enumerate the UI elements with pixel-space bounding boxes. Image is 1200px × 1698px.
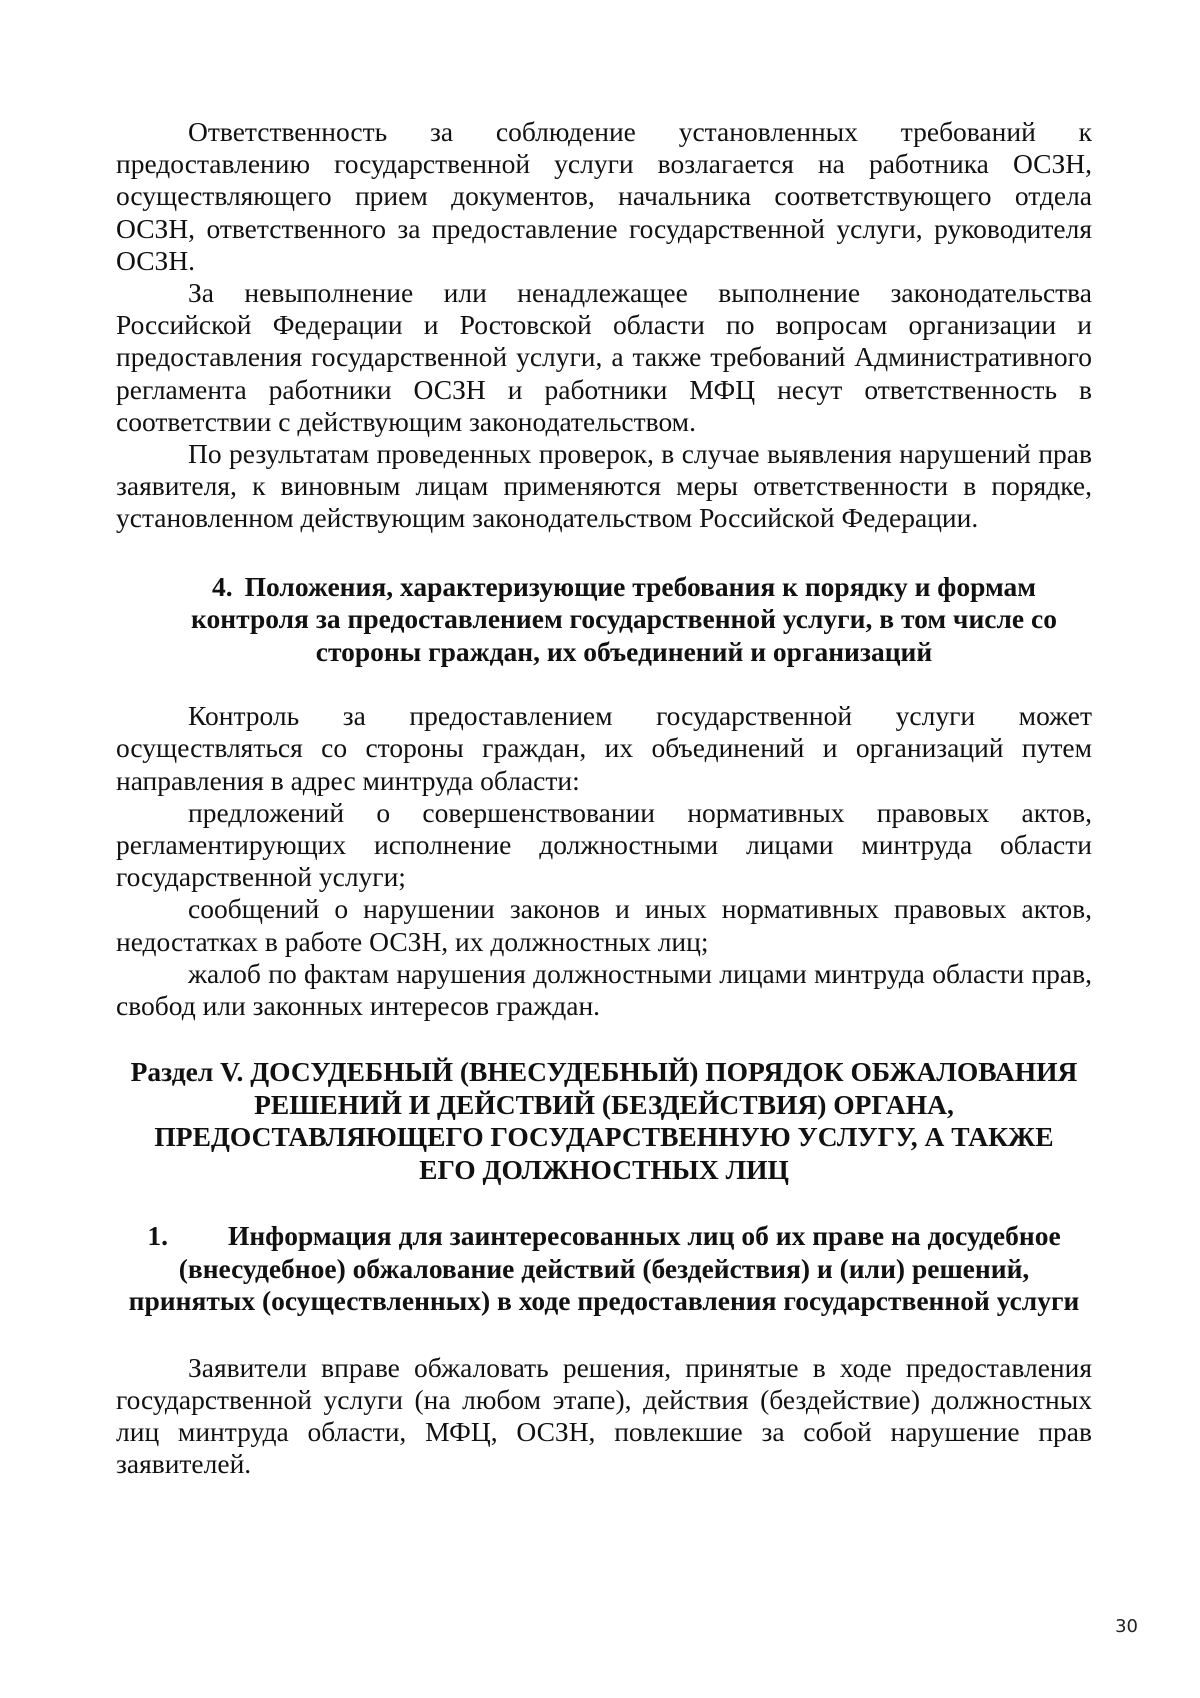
subsection-1-title: Информация для заинтересованных лиц об их праве на досудебное (внесудебное) обжалование действий (бездействия) и (или) решений, принятых (осуществленных) в ходе предоставления государственной услуги [128,1220,1080,1317]
paragraph-inspection-results: По результатам проведенных проверок, в случае выявления нарушений прав заявителя, к виновным лицам применяются меры ответственности в порядке, установленном действующим законодательством Российской Федерации. [116,438,1092,534]
subsection-1-heading [116,1220,1092,1318]
page-number: 30 [1115,1616,1138,1637]
document-page [116,116,1092,1480]
section-4-number: 4. [212,570,233,602]
section-v-title: Раздел V. ДОСУДЕБНЫЙ (ВНЕСУДЕБНЫЙ) ПОРЯДОК ОБЖАЛОВАНИЯ РЕШЕНИЙ И ДЕЙСТВИЙ (БЕЗДЕЙСТВИЯ) ОРГАНА, ПРЕДОСТАВЛЯЮЩЕГО ГОСУДАРСТВЕННУЮ УСЛУГУ, А ТАКЖЕ ЕГО ДОЛЖНОСТНЫХ ЛИЦ [130,1056,1078,1185]
section-4-heading [116,571,1092,669]
paragraph-complaints: жалоб по фактам нарушения должностными лицами минтруда области прав, свобод или законных интересов граждан. [116,957,1092,1021]
paragraph-control-intro: Контроль за предоставлением государственной услуги может осуществляться со стороны граждан, их объединений и организаций путем направления в адрес минтруда области: [116,700,1092,796]
paragraph-proposals: предложений о совершенствовании нормативных правовых актов, регламентирующих исполнение должностными лицами минтруда области государственной услуги; [116,796,1092,893]
paragraph-appeal-right: Заявители вправе обжаловать решения, принятые в ходе предоставления государственной услуги (на любом этапе), действия (бездействие) должностных лиц минтруда области, МФЦ, ОСЗН, повлекшие за собой нарушение прав заявителей. [116,1351,1092,1480]
paragraph-responsibility: Ответственность за соблюдение установленных требований к предоставлению государственной услуги возлагается на работника ОСЗН, осуществляющего прием документов, начальника соответствующего отдела ОСЗН, ответственного за предоставление государственной услуги, руководителя ОСЗН. [116,116,1092,276]
subsection-1-number: 1. [147,1220,168,1252]
paragraph-liability: За невыполнение или ненадлежащее выполнение законодательства Российской Федерации и Ростовской области по вопросам организации и предоставления государственной услуги, а также требований Административного регламента работники ОСЗН и работники МФЦ несут ответственность в соответствии с действующим законодательством. [116,277,1092,437]
paragraph-reports: сообщений о нарушении законов и иных нормативных правовых актов, недостатках в работе ОСЗН, их должностных лиц; [116,893,1092,957]
section-4-title: Положения, характеризующие требования к порядку и формам контроля за предоставлением государственной услуги, в том числе со стороны граждан, их объединений и организаций [191,570,1057,667]
